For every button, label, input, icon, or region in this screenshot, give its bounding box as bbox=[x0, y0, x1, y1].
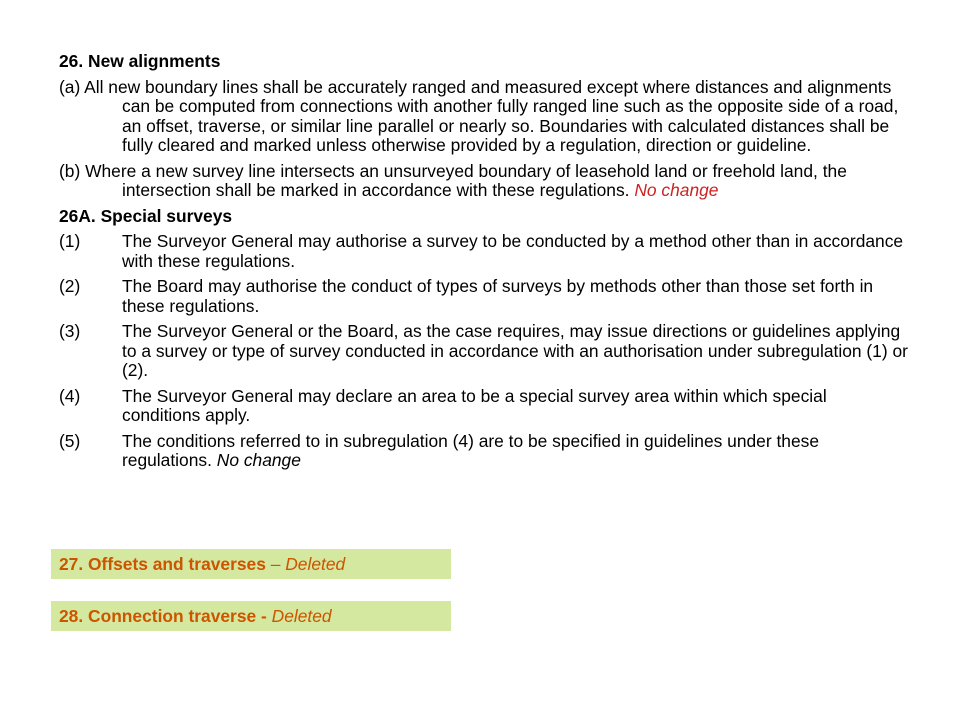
list-item bbox=[59, 277, 909, 316]
section-26-para-b bbox=[59, 162, 909, 201]
separator: – bbox=[270, 554, 281, 574]
section-26A-heading: 26A. Special surveys bbox=[59, 205, 233, 226]
deleted-section-28 bbox=[51, 601, 451, 631]
section-27-title: 27. Offsets and traverses bbox=[59, 554, 266, 574]
section-26-heading: 26. New alignments bbox=[59, 51, 221, 71]
section-28-title: 28. Connection traverse bbox=[59, 606, 257, 626]
no-change-note: No change bbox=[216, 450, 301, 470]
item-number: (3) bbox=[59, 321, 81, 341]
deleted-section-27 bbox=[51, 549, 451, 579]
item-5-text: The conditions referred to in subregulation (4) are to be specified in guidelines under these regulations. bbox=[122, 430, 820, 470]
no-change-note: No change bbox=[634, 180, 719, 200]
item-text: The Surveyor General may declare an area to be a special survey area within which special conditions apply. bbox=[122, 385, 827, 425]
section-26-para-a: (a) All new boundary lines shall be accurately ranged and measured except where distances and alignments can be computed from connections with another fully ranged line such as the opposite side of a road, an offset, traverse, or similar line parallel or nearly so. Boundaries with calculated distances shall be fully cleared and marked unless otherwise provided by a regulation, direction or guideline. bbox=[59, 76, 899, 155]
item-text: The Surveyor General or the Board, as the case requires, may issue directions or guidelines applying to a survey or type of survey conducted in accordance with an authorisation under subregulation (1) or (2). bbox=[122, 321, 908, 380]
list-item bbox=[59, 232, 909, 271]
item-text bbox=[122, 432, 909, 471]
item-text: The Board may authorise the conduct of types of surveys by methods other than those set forth in these regulations. bbox=[122, 276, 874, 316]
para-b-text: (b) Where a new survey line intersects an unsurveyed boundary of leasehold land or freehold land, the intersection shall be marked in accordance with these regulations. bbox=[59, 160, 847, 200]
item-number: (5) bbox=[59, 430, 81, 451]
item-text: The Surveyor General may authorise a survey to be conducted by a method other than in accordance with these regulations. bbox=[122, 231, 904, 271]
list-item bbox=[59, 387, 909, 426]
deleted-status: Deleted bbox=[271, 606, 332, 626]
item-number: (4) bbox=[59, 385, 81, 406]
item-number: (2) bbox=[59, 276, 81, 296]
document-body bbox=[59, 52, 909, 471]
item-number: (1) bbox=[59, 231, 81, 251]
deleted-status: Deleted bbox=[285, 554, 346, 574]
separator: - bbox=[261, 606, 267, 626]
list-item bbox=[59, 322, 909, 381]
list-item bbox=[59, 432, 909, 471]
